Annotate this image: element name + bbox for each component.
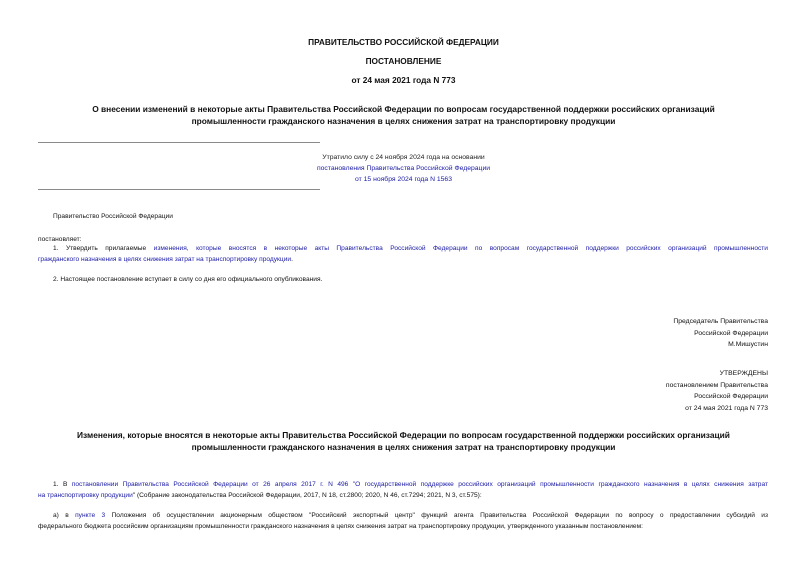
divider-bottom [38, 189, 320, 190]
changes-title [40, 429, 767, 453]
paragraph-1: 1. Утвердить прилагаемые изменения, которые вносятся в некоторые акты Правительства Российской Федерации по вопросам государственной поддержки российских организаций промышленности гражданского назначения в целях снижения затрат на транспортировку продукции. [38, 245, 768, 263]
document-title-line-2: промышленности гражданского назначения в целях снижения затрат на транспортировку продукции [191, 116, 616, 126]
changes-item-1: 1. В постановлении Правительства Российской Федерации от 26 апреля 2017 г. N 496 "О государственной поддержке российских организаций промышленности гражданского назначения в целях снижения затрат на транспортировку продукции" (Собрание законодательства Российской Федерации, 2017, N 18, ст.2800; 2020, N 46, ст.7294; 2021, N 3, ст.575): [38, 481, 768, 499]
clause-3-link[interactable]: пункте 3 [75, 512, 106, 519]
document-title-line-1: О внесении изменений в некоторые акты Правительства Российской Федерации по вопросам государственной поддержки российских организаций [92, 104, 715, 114]
paragraph-1-prefix: 1. Утвердить прилагаемые [53, 245, 154, 252]
status-note-text: Утратило силу с 24 ноября 2024 года на основании [322, 154, 485, 161]
signer-title-1: Председатель Правительства [673, 318, 768, 325]
approved-label: УТВЕРЖДЕНЫ [719, 370, 768, 377]
resolves-text: постановляет: [38, 236, 82, 243]
changes-title-line-2: промышленности гражданского назначения в целях снижения затрат на транспортировку продукции [191, 442, 616, 452]
repeal-act-date-link[interactable]: от 15 ноября 2024 года N 1563 [355, 176, 452, 183]
divider-top [38, 142, 320, 143]
approved-by-org: Российской Федерации [694, 393, 768, 400]
document-type: ПОСТАНОВЛЕНИЕ [365, 56, 442, 66]
approved-by: постановлением Правительства [665, 381, 768, 389]
changes-title-line-1: Изменения, которые вносятся в некоторые акты Правительства Российской Федерации по вопросам государственной поддержки российских организаций [77, 430, 730, 440]
paragraph-2: 2. Настоящее постановление вступает в силу со дня его официального опубликования. [53, 276, 323, 283]
approved-changes-link-cont[interactable]: гражданского назначения в целях снижения затрат на транспортировку продукции [38, 256, 292, 263]
intro-text: Правительство Российской Федерации [53, 213, 173, 220]
document-date-number: от 24 мая 2021 года N 773 [351, 75, 456, 85]
signer-title-2: Российской Федерации [694, 329, 768, 337]
repeal-act-link[interactable]: постановления Правительства Российской Федерации [316, 165, 491, 172]
resolution-496-link[interactable]: постановлении Правительства Российской Федерации от 26 апреля 2017 г. N 496 "О государственной поддержке российских организаций промышленности гражданского назначения в целях снижения затрат [71, 481, 768, 488]
approval-stamp [666, 368, 768, 414]
resolution-496-link-cont[interactable]: на транспортировку продукции [38, 492, 133, 499]
changes-item-a: а) в пункте 3 Положения об осуществлении акционерным обществом "Российский экспортный центр" функций агента Правительства Российской Федерации по вопросу о предоставлении субсидий из федерального бюджета российским организациям промышленности гражданского назначения в целях снижения затрат на транспортировку продукции, утвержденного указанным постановлением: [38, 512, 768, 530]
government-name: ПРАВИТЕЛЬСТВО РОССИЙСКОЙ ФЕДЕРАЦИИ [308, 37, 499, 47]
approved-changes-link[interactable]: изменения, которые вносятся в некоторые акты Правительства Российской Федерации по вопросам государственной поддержки российских организаций промышленности [153, 245, 768, 252]
approved-date: от 24 мая 2021 года N 773 [685, 404, 768, 412]
signature-block [673, 316, 768, 351]
status-note [290, 152, 517, 185]
signer-name: М.Мишустин [728, 341, 768, 348]
document-title [40, 103, 767, 127]
